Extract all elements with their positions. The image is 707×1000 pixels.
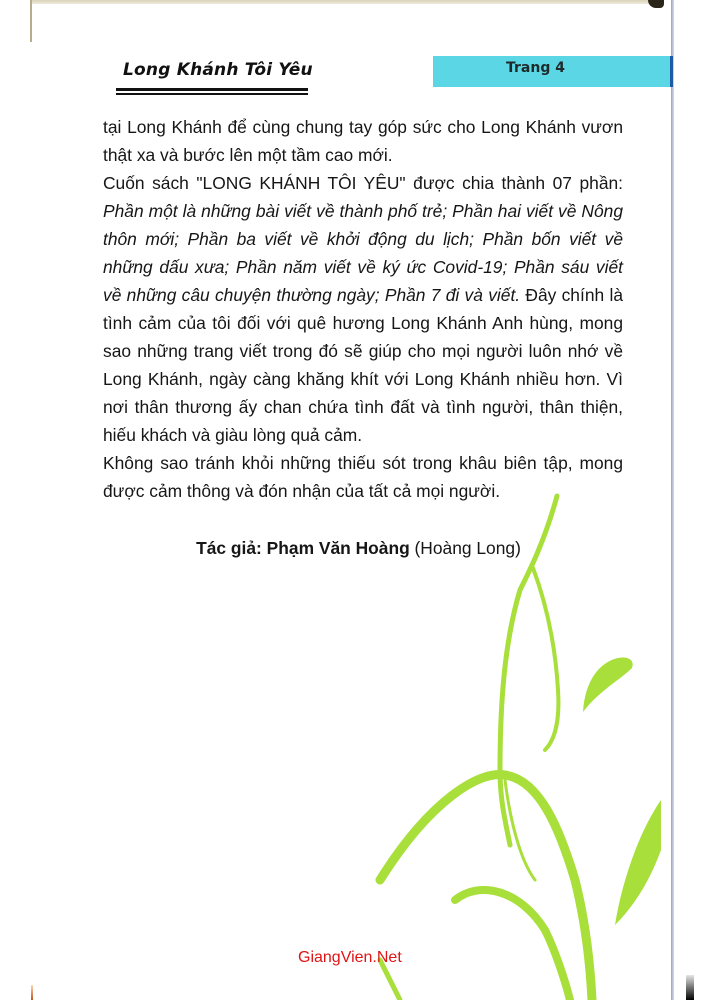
bottom-shadow [686,975,694,1000]
page-edge-top [30,0,650,4]
paragraph-2 [103,169,623,449]
author-name: Tác giả: Phạm Văn Hoàng [196,538,410,558]
page-corner-shadow [648,0,664,8]
body-text [103,113,623,505]
title-underline [116,88,308,95]
author-signature [0,538,707,559]
book-title: Long Khánh Tôi Yêu [123,60,313,80]
paragraph-2-intro: Cuốn sách "LONG KHÁNH TÔI YÊU" được chia thành 07 phần: [103,173,623,193]
page-edge-left [30,0,32,42]
author-pen-name: (Hoàng Long) [409,538,521,558]
paragraph-2-rest: Đây chính là tình cảm của tôi đối với quê hương Long Khánh Anh hùng, mong sao những trang viết trong đó sẽ giúp cho mọi người luôn nhớ về Long Khánh, ngày càng khăng khít với Long Khánh nhiều hơn. Vì nơi thân thương ấy chan chứa tình đất và tình người, thân thiện, hiếu khách và giàu lòng quả cảm. [103,285,623,445]
page-number: Trang 4 [506,60,565,76]
paragraph-2-parts: Phần một là những bài viết về thành phố trẻ; Phần hai viết về Nông thôn mới; Phần ba viết về khởi động du lịch; Phần bốn viết về những dấu xưa; Phần năm viết về ký ức Covid-19; Phần sáu viết về những câu chuyện thường ngày; Phần 7 đi và viết. [103,201,623,305]
page-edge-right [671,0,674,1000]
watermark: GiangVien.Net [298,949,402,966]
paragraph-3: Không sao tránh khỏi những thiếu sót trong khâu biên tập, mong được cảm thông và đón nhận của tất cả mọi người. [103,453,623,501]
paragraph-1: tại Long Khánh để cùng chung tay góp sức cho Long Khánh vươn thật xa và bước lên một tầm cao mới. [103,117,623,165]
bottom-edge-mark [31,985,33,1000]
